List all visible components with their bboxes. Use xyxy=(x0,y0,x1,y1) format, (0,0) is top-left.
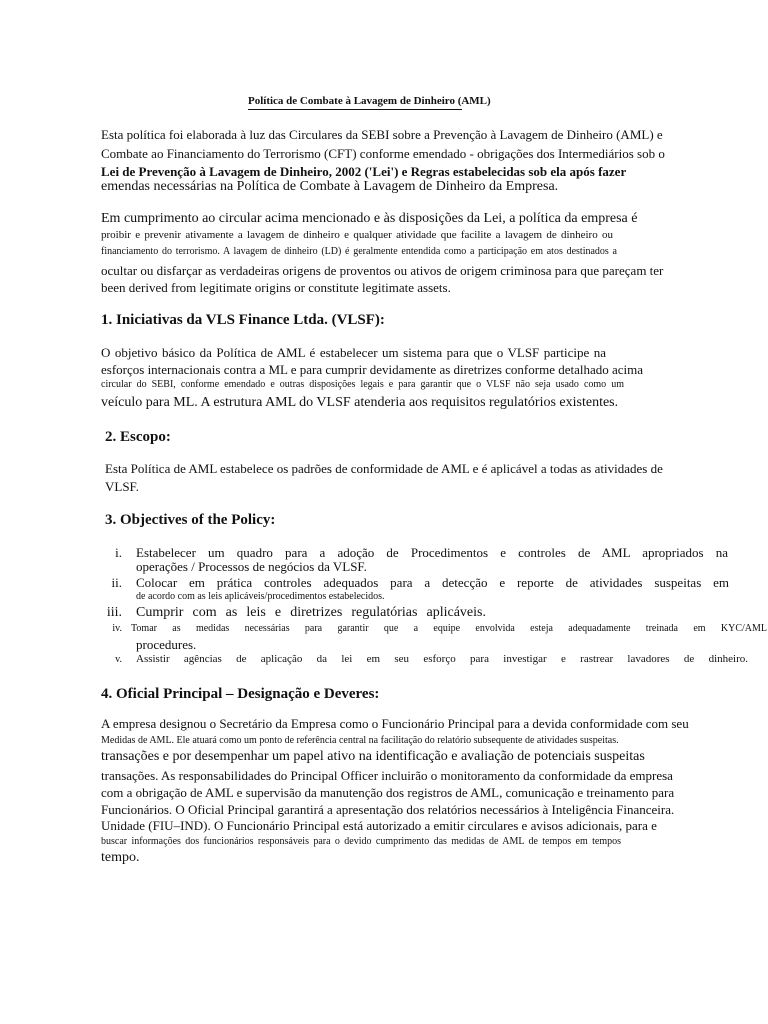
list-item-number: i. xyxy=(115,545,122,560)
para2-line: Em cumprimento ao circular acima mencionado e às disposições da Lei, a política da empresa é xyxy=(101,211,638,226)
section-2-heading: 2. Escopo: xyxy=(105,429,171,445)
section-3-heading: 3. Objectives of the Policy: xyxy=(105,512,276,528)
para2-line: financiamento do terrorismo. A lavagem de dinheiro (LD) é geralmente entendida como a participação em atos destinados a xyxy=(101,246,617,257)
section-1-line: esforços internacionais contra a ML e para cumprir devidamente as diretrizes conforme detalhado acima xyxy=(101,362,644,377)
section-1-line: veículo para ML. A estrutura AML do VLSF atenderia aos requisitos regulatórios existentes. xyxy=(101,395,619,410)
intro-line-bold: Lei de Prevenção à Lavagem de Dinheiro, 2002 ('Lei') e Regras estabelecidas sob ela após fazer xyxy=(101,164,627,179)
section-1-heading: 1. Iniciativas da VLS Finance Ltda. (VLSF): xyxy=(101,312,385,328)
list-item-number: v. xyxy=(115,654,122,665)
intro-line: emendas necessárias na Política de Combate à Lavagem de Dinheiro da Empresa. xyxy=(101,179,559,194)
objective-item-cont: procedures. xyxy=(136,637,197,652)
objective-item: Assistir agências de aplicação da lei em seu esforço para investigar e rastrear lavadores de dinheiro. xyxy=(136,653,748,665)
list-item-number: iii. xyxy=(106,605,122,620)
objective-item: Estabelecer um quadro para a adoção de Procedimentos e controles de AML apropriados na xyxy=(136,545,728,560)
objective-item: Tomar as medidas necessárias para garantir que a equipe envolvida esteja adequadamente treinada em KYC/AML xyxy=(131,623,767,634)
section-4-line: Funcionários. O Oficial Principal garantirá a apresentação dos relatórios necessários à Inteligência Financeira. xyxy=(101,802,675,817)
list-item-number: iv. xyxy=(112,623,122,634)
section-2-line: VLSF. xyxy=(105,479,139,494)
section-1-line: O objetivo básico da Política de AML é estabelecer um sistema para que o VLSF participe na xyxy=(101,345,606,360)
section-4-line: tempo. xyxy=(101,850,140,865)
section-2-line: Esta Política de AML estabelece os padrões de conformidade de AML e é aplicável a todas as atividades de xyxy=(105,461,663,476)
section-4-line: buscar informações dos funcionários responsáveis para o devido cumprimento das medidas de AML de tempos em tempos xyxy=(101,836,621,847)
para2-line: proibir e prevenir ativamente a lavagem de dinheiro e qualquer atividade que facilite a lavagem de dinheiro ou xyxy=(101,229,613,241)
section-4-line: com a obrigação de AML e supervisão da manutenção dos registros de AML, comunicação e treinamento para xyxy=(101,785,675,800)
section-4-line: Medidas de AML. Ele atuará como um ponto de referência central na facilitação do relatório subsequente de atividades suspeitas. xyxy=(101,735,619,746)
intro-line: Esta política foi elaborada à luz das Circulares da SEBI sobre a Prevenção à Lavagem de Dinheiro (AML) e xyxy=(101,127,663,142)
section-1-line: circular do SEBI, conforme emendado e outras disposições legais e para garantir que o VLSF não seja usado como um xyxy=(101,379,624,390)
list-item-number: ii. xyxy=(111,575,122,590)
section-4-line: transações e por desempenhar um papel ativo na identificação e avaliação de potenciais suspeitas xyxy=(101,749,645,764)
objective-item-cont: operações / Processos de negócios da VLSF. xyxy=(136,559,367,574)
section-4-line: A empresa designou o Secretário da Empresa como o Funcionário Principal para a devida conformidade com seu xyxy=(101,716,689,731)
objective-item: Cumprir com as leis e diretrizes regulatórias aplicáveis. xyxy=(136,605,486,620)
section-4-line: Unidade (FIU–IND). O Funcionário Principal está autorizado a emitir circulares e avisos adicionais, para e xyxy=(101,818,657,833)
intro-line: Combate ao Financiamento do Terrorismo (CFT) conforme emendado - obrigações dos Intermediários sob o xyxy=(101,146,665,161)
section-4-heading: 4. Oficial Principal – Designação e Deveres: xyxy=(101,686,380,702)
document-title: Política de Combate à Lavagem de Dinheiro (AML) xyxy=(248,95,462,110)
objective-item: Colocar em prática controles adequados para a detecção e reporte de atividades suspeitas em xyxy=(136,575,729,590)
para2-line: ocultar ou disfarçar as verdadeiras origens de proventos ou ativos de origem criminosa para que pareçam ter xyxy=(101,263,664,278)
para2-line: been derived from legitimate origins or constitute legitimate assets. xyxy=(101,280,451,295)
objective-item-cont: de acordo com as leis aplicáveis/procedimentos estabelecidos. xyxy=(136,591,385,602)
section-4-line: transações. As responsabilidades do Principal Officer incluirão o monitoramento da conformidade da empresa xyxy=(101,768,673,783)
